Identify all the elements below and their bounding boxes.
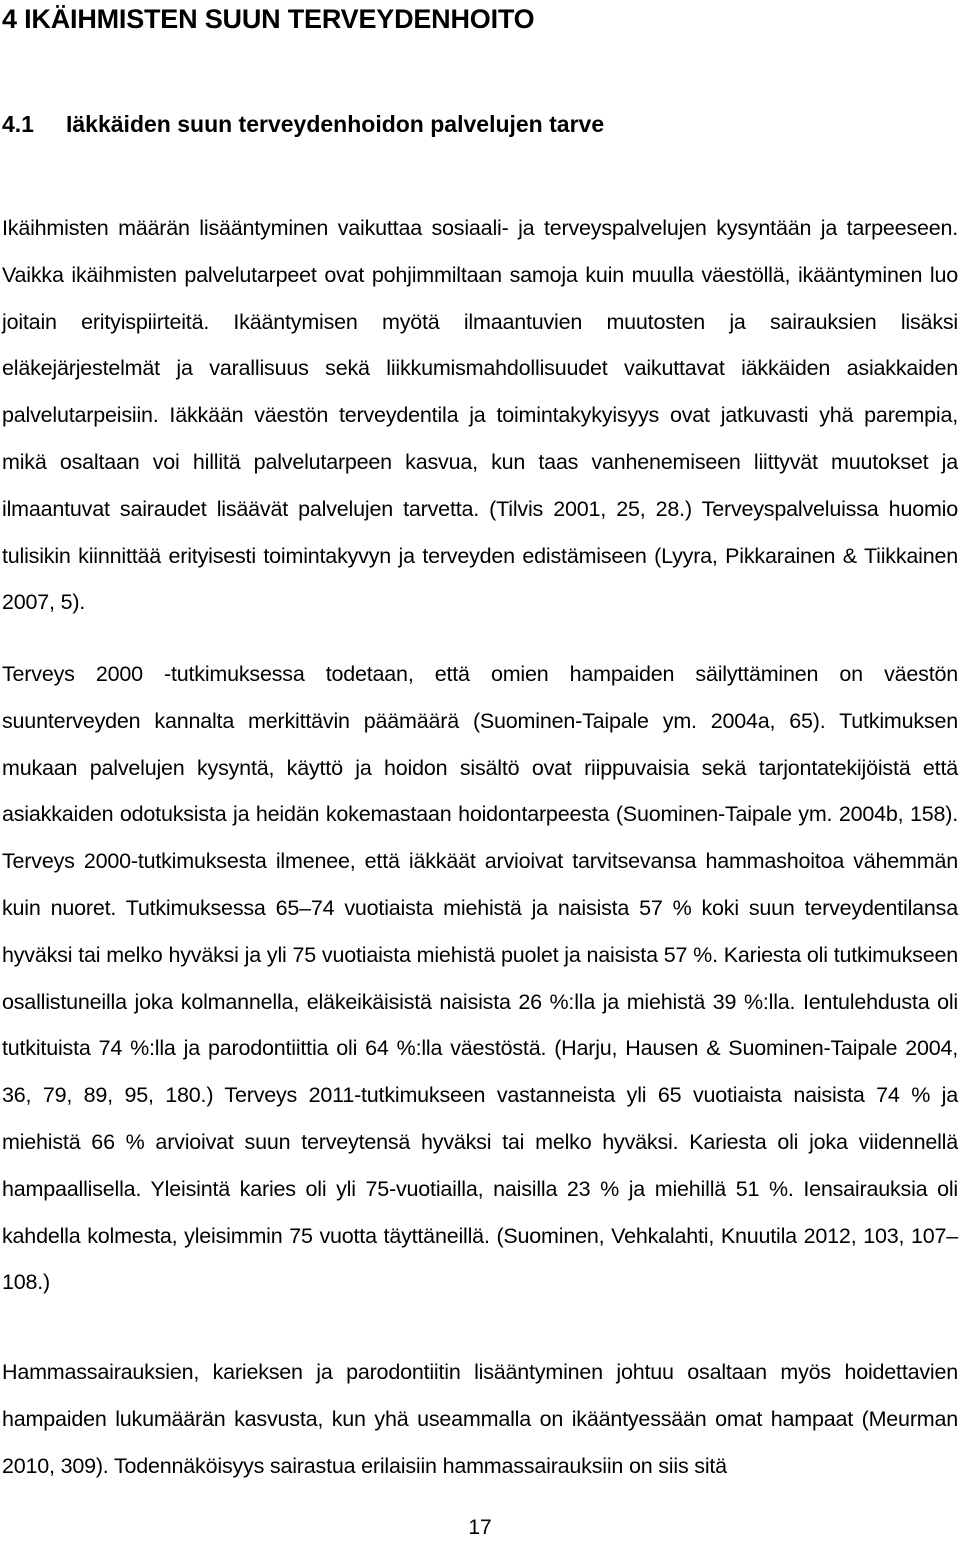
paragraph-2: Terveys 2000 -tutkimuksessa todetaan, että omien hampaiden säilyttäminen on väestön suunterveyden kannalta merkittävin päämäärä (Suominen-Taipale ym. 2004a, 65). Tutkimuksen mukaan palvelujen kysyntä, käyttö ja hoidon sisältö ovat riippuvaisia sekä tarjontatekijöistä että asiakkaiden odotuksista ja heidän kokemastaan hoidontarpeesta (Suominen-Taipale ym. 2004b, 158). Terveys 2000-tutkimuksesta ilmenee, että iäkkäät arvioivat tarvitsevansa hammashoitoa vähemmän kuin nuoret. Tutkimuksessa 65–74 vuotiaista miehistä ja naisista 57 % koki suun terveydentilansa hyväksi tai melko hyväksi ja yli 75 vuotiaista miehistä puolet ja naisista 57 %. Kariesta oli tutkimukseen osallistuneilla joka kolmannella, eläkeikäisistä naisista 26 %:lla ja miehistä 39 %:lla. Ientulehdusta oli tutkituista 74 %:lla ja parodontiittia oli 64 %:lla väestöstä. (Harju, Hausen & Suominen-Taipale 2004, 36, 79, 89, 95, 180.) Terveys 2011-tutkimukseen vastanneista yli 65 vuotiaista naisista 74 % ja miehistä 66 % arvioivat suun terveytensä hyväksi tai melko hyväksi. Kariesta oli joka viidennellä hampaallisella. Yleisintä karies oli yli 75-vuotiailla, naisilla 23 % ja miehillä 51 %. Iensairauksia oli kahdella kolmesta, yleisimmin 75 vuotta täyttäneillä. (Suominen, Vehkalahti, Knuutila 2012, 103, 107–108.) xyxy=(2,662,958,1295)
section-heading xyxy=(2,109,604,139)
page-number: 17 xyxy=(468,1516,492,1539)
section-title: Iäkkäiden suun terveydenhoidon palvelujen tarve xyxy=(66,111,605,137)
section-number: 4.1 xyxy=(2,111,34,137)
chapter-heading: 4 IKÄIHMISTEN SUUN TERVEYDENHOITO xyxy=(2,4,535,34)
paragraph-1: Ikäihmisten määrän lisääntyminen vaikuttaa sosiaali- ja terveyspalvelujen kysyntään ja tarpeeseen. Vaikka ikäihmisten palvelutarpeet ovat pohjimmiltaan samoja kuin muulla väestöllä, ikääntyminen luo joitain erityispiirteitä. Ikääntymisen myötä ilmaantuvien muutosten ja sairauksien lisäksi eläkejärjestelmät ja varallisuus sekä liikkumismahdollisuudet vaikuttavat iäkkäiden asiakkaiden palvelutarpeisiin. Iäkkään väestön terveydentila ja toimintakykyisyys ovat jatkuvasti yhä parempia, mikä osaltaan voi hillitä palvelutarpeen kasvua, kun taas vanhenemiseen liittyvät muutokset ja ilmaantuvat sairaudet lisäävät palvelujen tarvetta. (Tilvis 2001, 25, 28.) Terveyspalveluissa huomio tulisikin kiinnittää erityisesti toimintakyvyn ja terveyden edistämiseen (Lyyra, Pikkarainen & Tiikkainen 2007, 5). xyxy=(2,216,958,615)
paragraph-3: Hammassairauksien, karieksen ja parodontiitin lisääntyminen johtuu osaltaan myös hoidettavien hampaiden lukumäärän kasvusta, kun yhä useammalla on ikääntyessään omat hampaat (Meurman 2010, 309). Todennäköisyys sairastua erilaisiin hammassairauksiin on siis sitä xyxy=(2,1360,958,1478)
